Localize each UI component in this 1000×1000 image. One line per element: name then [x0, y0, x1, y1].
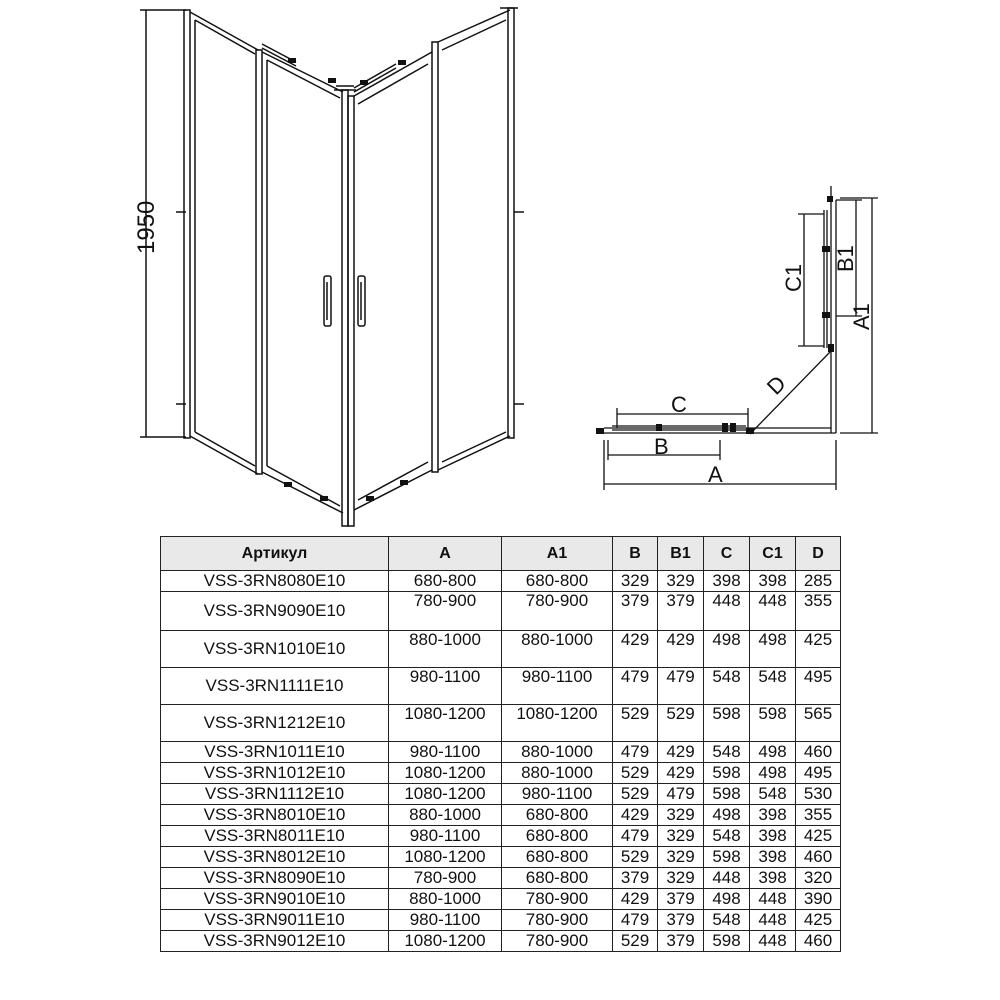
plan-label-d: D — [761, 370, 791, 400]
table-cell-d: 425 — [796, 826, 841, 847]
plan-label-b1: B1 — [833, 245, 858, 272]
table-cell-a: 1080-1200 — [389, 705, 502, 742]
table-cell-b1: 329 — [658, 826, 704, 847]
plan-hardware-marks — [596, 196, 834, 434]
table-cell-b: 529 — [613, 931, 658, 952]
table-cell-art: VSS-3RN9012E10 — [161, 931, 389, 952]
table-cell-a: 1080-1200 — [389, 763, 502, 784]
table-cell-a1: 680-800 — [502, 571, 613, 592]
table-cell-b: 429 — [613, 631, 658, 668]
table-cell-a: 980-1100 — [389, 910, 502, 931]
table-cell-art: VSS-3RN1112E10 — [161, 784, 389, 805]
table-cell-b: 429 — [613, 889, 658, 910]
table-cell-art: VSS-3RN1111E10 — [161, 668, 389, 705]
table-cell-a1: 780-900 — [502, 910, 613, 931]
table-cell-c1: 398 — [750, 805, 796, 826]
table-cell-a: 680-800 — [389, 571, 502, 592]
table-cell-b: 529 — [613, 847, 658, 868]
table-cell-a: 880-1000 — [389, 889, 502, 910]
table-cell-c: 598 — [704, 763, 750, 784]
table-cell-b: 479 — [613, 910, 658, 931]
table-cell-b: 429 — [613, 805, 658, 826]
table-cell-b1: 529 — [658, 705, 704, 742]
header-c: C — [704, 537, 750, 571]
table-cell-b: 479 — [613, 742, 658, 763]
plan-label-c1: C1 — [781, 263, 806, 292]
table-cell-art: VSS-3RN1012E10 — [161, 763, 389, 784]
table-cell-a1: 780-900 — [502, 889, 613, 910]
table-row — [161, 763, 841, 784]
table-cell-a1: 980-1100 — [502, 784, 613, 805]
plan-label-c: C — [671, 392, 687, 417]
table-cell-a1: 680-800 — [502, 847, 613, 868]
table-row — [161, 868, 841, 889]
table-body — [161, 571, 841, 952]
table-cell-b: 479 — [613, 668, 658, 705]
header-a: A — [389, 537, 502, 571]
table-cell-art: VSS-3RN8080E10 — [161, 571, 389, 592]
table-cell-a: 780-900 — [389, 592, 502, 631]
table-row — [161, 889, 841, 910]
plan-dimension-d-line — [750, 352, 830, 434]
table-row — [161, 826, 841, 847]
table-cell-a: 980-1100 — [389, 668, 502, 705]
table-cell-b: 479 — [613, 826, 658, 847]
table-row — [161, 784, 841, 805]
table-cell-art: VSS-3RN1212E10 — [161, 705, 389, 742]
plan-label-a1: A1 — [849, 303, 874, 330]
table-cell-c: 498 — [704, 889, 750, 910]
table-cell-c1: 598 — [750, 705, 796, 742]
plan-label-a: A — [708, 462, 723, 487]
table-row — [161, 931, 841, 952]
table-cell-c1: 448 — [750, 889, 796, 910]
table-cell-c1: 448 — [750, 910, 796, 931]
right-door-handle — [358, 276, 365, 326]
table-cell-b1: 329 — [658, 571, 704, 592]
table-cell-d: 530 — [796, 784, 841, 805]
table-cell-c1: 398 — [750, 826, 796, 847]
table-cell-c1: 498 — [750, 763, 796, 784]
table-cell-b: 379 — [613, 868, 658, 889]
table-cell-art: VSS-3RN8010E10 — [161, 805, 389, 826]
table-cell-a: 780-900 — [389, 868, 502, 889]
table-cell-art: VSS-3RN8090E10 — [161, 868, 389, 889]
plan-view-drawing — [604, 186, 878, 490]
table-cell-a: 980-1100 — [389, 742, 502, 763]
header-d: D — [796, 537, 841, 571]
table-header-row — [161, 537, 841, 571]
table-row — [161, 910, 841, 931]
table-cell-b1: 429 — [658, 631, 704, 668]
table-cell-a1: 880-1000 — [502, 763, 613, 784]
table-cell-d: 390 — [796, 889, 841, 910]
height-dimension-label: 1950 — [133, 200, 160, 254]
table-cell-art: VSS-3RN9090E10 — [161, 592, 389, 631]
table-cell-b: 379 — [613, 592, 658, 631]
table-row — [161, 668, 841, 705]
table-cell-a: 1080-1200 — [389, 931, 502, 952]
table-cell-c: 598 — [704, 931, 750, 952]
table-cell-c1: 448 — [750, 931, 796, 952]
table-cell-a: 880-1000 — [389, 631, 502, 668]
dimensions-table — [160, 536, 841, 952]
table-cell-a1: 680-800 — [502, 826, 613, 847]
table-cell-c1: 548 — [750, 784, 796, 805]
bottom-rollers — [284, 58, 408, 501]
table-cell-c: 598 — [704, 847, 750, 868]
table-cell-b: 329 — [613, 571, 658, 592]
table-cell-art: VSS-3RN9010E10 — [161, 889, 389, 910]
right-fixed-panel — [432, 8, 518, 472]
table-cell-d: 460 — [796, 742, 841, 763]
table-cell-d: 425 — [796, 910, 841, 931]
table-cell-art: VSS-3RN8012E10 — [161, 847, 389, 868]
table-cell-a1: 880-1000 — [502, 742, 613, 763]
table-row — [161, 705, 841, 742]
table-row — [161, 592, 841, 631]
table-row — [161, 847, 841, 868]
table-cell-b1: 329 — [658, 805, 704, 826]
table-cell-b1: 379 — [658, 889, 704, 910]
table-cell-d: 460 — [796, 847, 841, 868]
corner-post — [334, 86, 356, 526]
table-cell-d: 285 — [796, 571, 841, 592]
table-cell-c: 448 — [704, 592, 750, 631]
table-cell-c1: 398 — [750, 868, 796, 889]
table-cell-art: VSS-3RN1010E10 — [161, 631, 389, 668]
table-cell-d: 495 — [796, 763, 841, 784]
table-cell-d: 495 — [796, 668, 841, 705]
table-cell-a1: 680-800 — [502, 805, 613, 826]
table-row — [161, 631, 841, 668]
table-cell-d: 460 — [796, 931, 841, 952]
table-cell-d: 355 — [796, 805, 841, 826]
table-cell-b1: 479 — [658, 668, 704, 705]
table-cell-b: 529 — [613, 763, 658, 784]
table-cell-b1: 379 — [658, 931, 704, 952]
header-c1: C1 — [750, 537, 796, 571]
table-cell-a: 980-1100 — [389, 826, 502, 847]
table-cell-b1: 429 — [658, 742, 704, 763]
table-cell-d: 425 — [796, 631, 841, 668]
header-b1: B1 — [658, 537, 704, 571]
table-cell-c: 498 — [704, 805, 750, 826]
table-cell-c1: 398 — [750, 847, 796, 868]
table-cell-a1: 880-1000 — [502, 631, 613, 668]
table-cell-c: 548 — [704, 742, 750, 763]
table-row — [161, 742, 841, 763]
table-cell-d: 355 — [796, 592, 841, 631]
header-article: Артикул — [161, 537, 389, 571]
table-cell-art: VSS-3RN9011E10 — [161, 910, 389, 931]
table-cell-a1: 980-1100 — [502, 668, 613, 705]
table-row — [161, 571, 841, 592]
table-cell-c1: 498 — [750, 631, 796, 668]
table-cell-a1: 1080-1200 — [502, 705, 613, 742]
table-row — [161, 805, 841, 826]
left-sliding-door — [256, 44, 343, 513]
table-cell-b: 529 — [613, 784, 658, 805]
table-cell-c: 548 — [704, 826, 750, 847]
left-fixed-panel — [184, 10, 258, 474]
table-cell-b1: 329 — [658, 868, 704, 889]
header-a1: A1 — [502, 537, 613, 571]
table-cell-c: 548 — [704, 668, 750, 705]
table-cell-b1: 379 — [658, 592, 704, 631]
table-cell-c: 448 — [704, 868, 750, 889]
table-cell-c: 398 — [704, 571, 750, 592]
table-cell-d: 565 — [796, 705, 841, 742]
table-cell-a: 880-1000 — [389, 805, 502, 826]
table-cell-art: VSS-3RN1011E10 — [161, 742, 389, 763]
table-cell-b: 529 — [613, 705, 658, 742]
wall-brackets — [176, 212, 524, 404]
table-cell-a1: 780-900 — [502, 931, 613, 952]
table-cell-b1: 429 — [658, 763, 704, 784]
table-cell-c1: 548 — [750, 668, 796, 705]
left-door-handle — [324, 276, 331, 326]
table-cell-b1: 329 — [658, 847, 704, 868]
header-b: B — [613, 537, 658, 571]
table-cell-c: 598 — [704, 784, 750, 805]
plan-label-b: B — [654, 434, 669, 459]
table-cell-c1: 498 — [750, 742, 796, 763]
table-cell-art: VSS-3RN8011E10 — [161, 826, 389, 847]
table-cell-c: 548 — [704, 910, 750, 931]
table-cell-b1: 379 — [658, 910, 704, 931]
table-cell-c: 498 — [704, 631, 750, 668]
table-cell-c1: 398 — [750, 571, 796, 592]
table-cell-a1: 780-900 — [502, 592, 613, 631]
table-cell-c1: 448 — [750, 592, 796, 631]
table-cell-d: 320 — [796, 868, 841, 889]
table-cell-a: 1080-1200 — [389, 847, 502, 868]
table-cell-a: 1080-1200 — [389, 784, 502, 805]
table-cell-a1: 680-800 — [502, 868, 613, 889]
table-cell-b1: 479 — [658, 784, 704, 805]
table-cell-c: 598 — [704, 705, 750, 742]
